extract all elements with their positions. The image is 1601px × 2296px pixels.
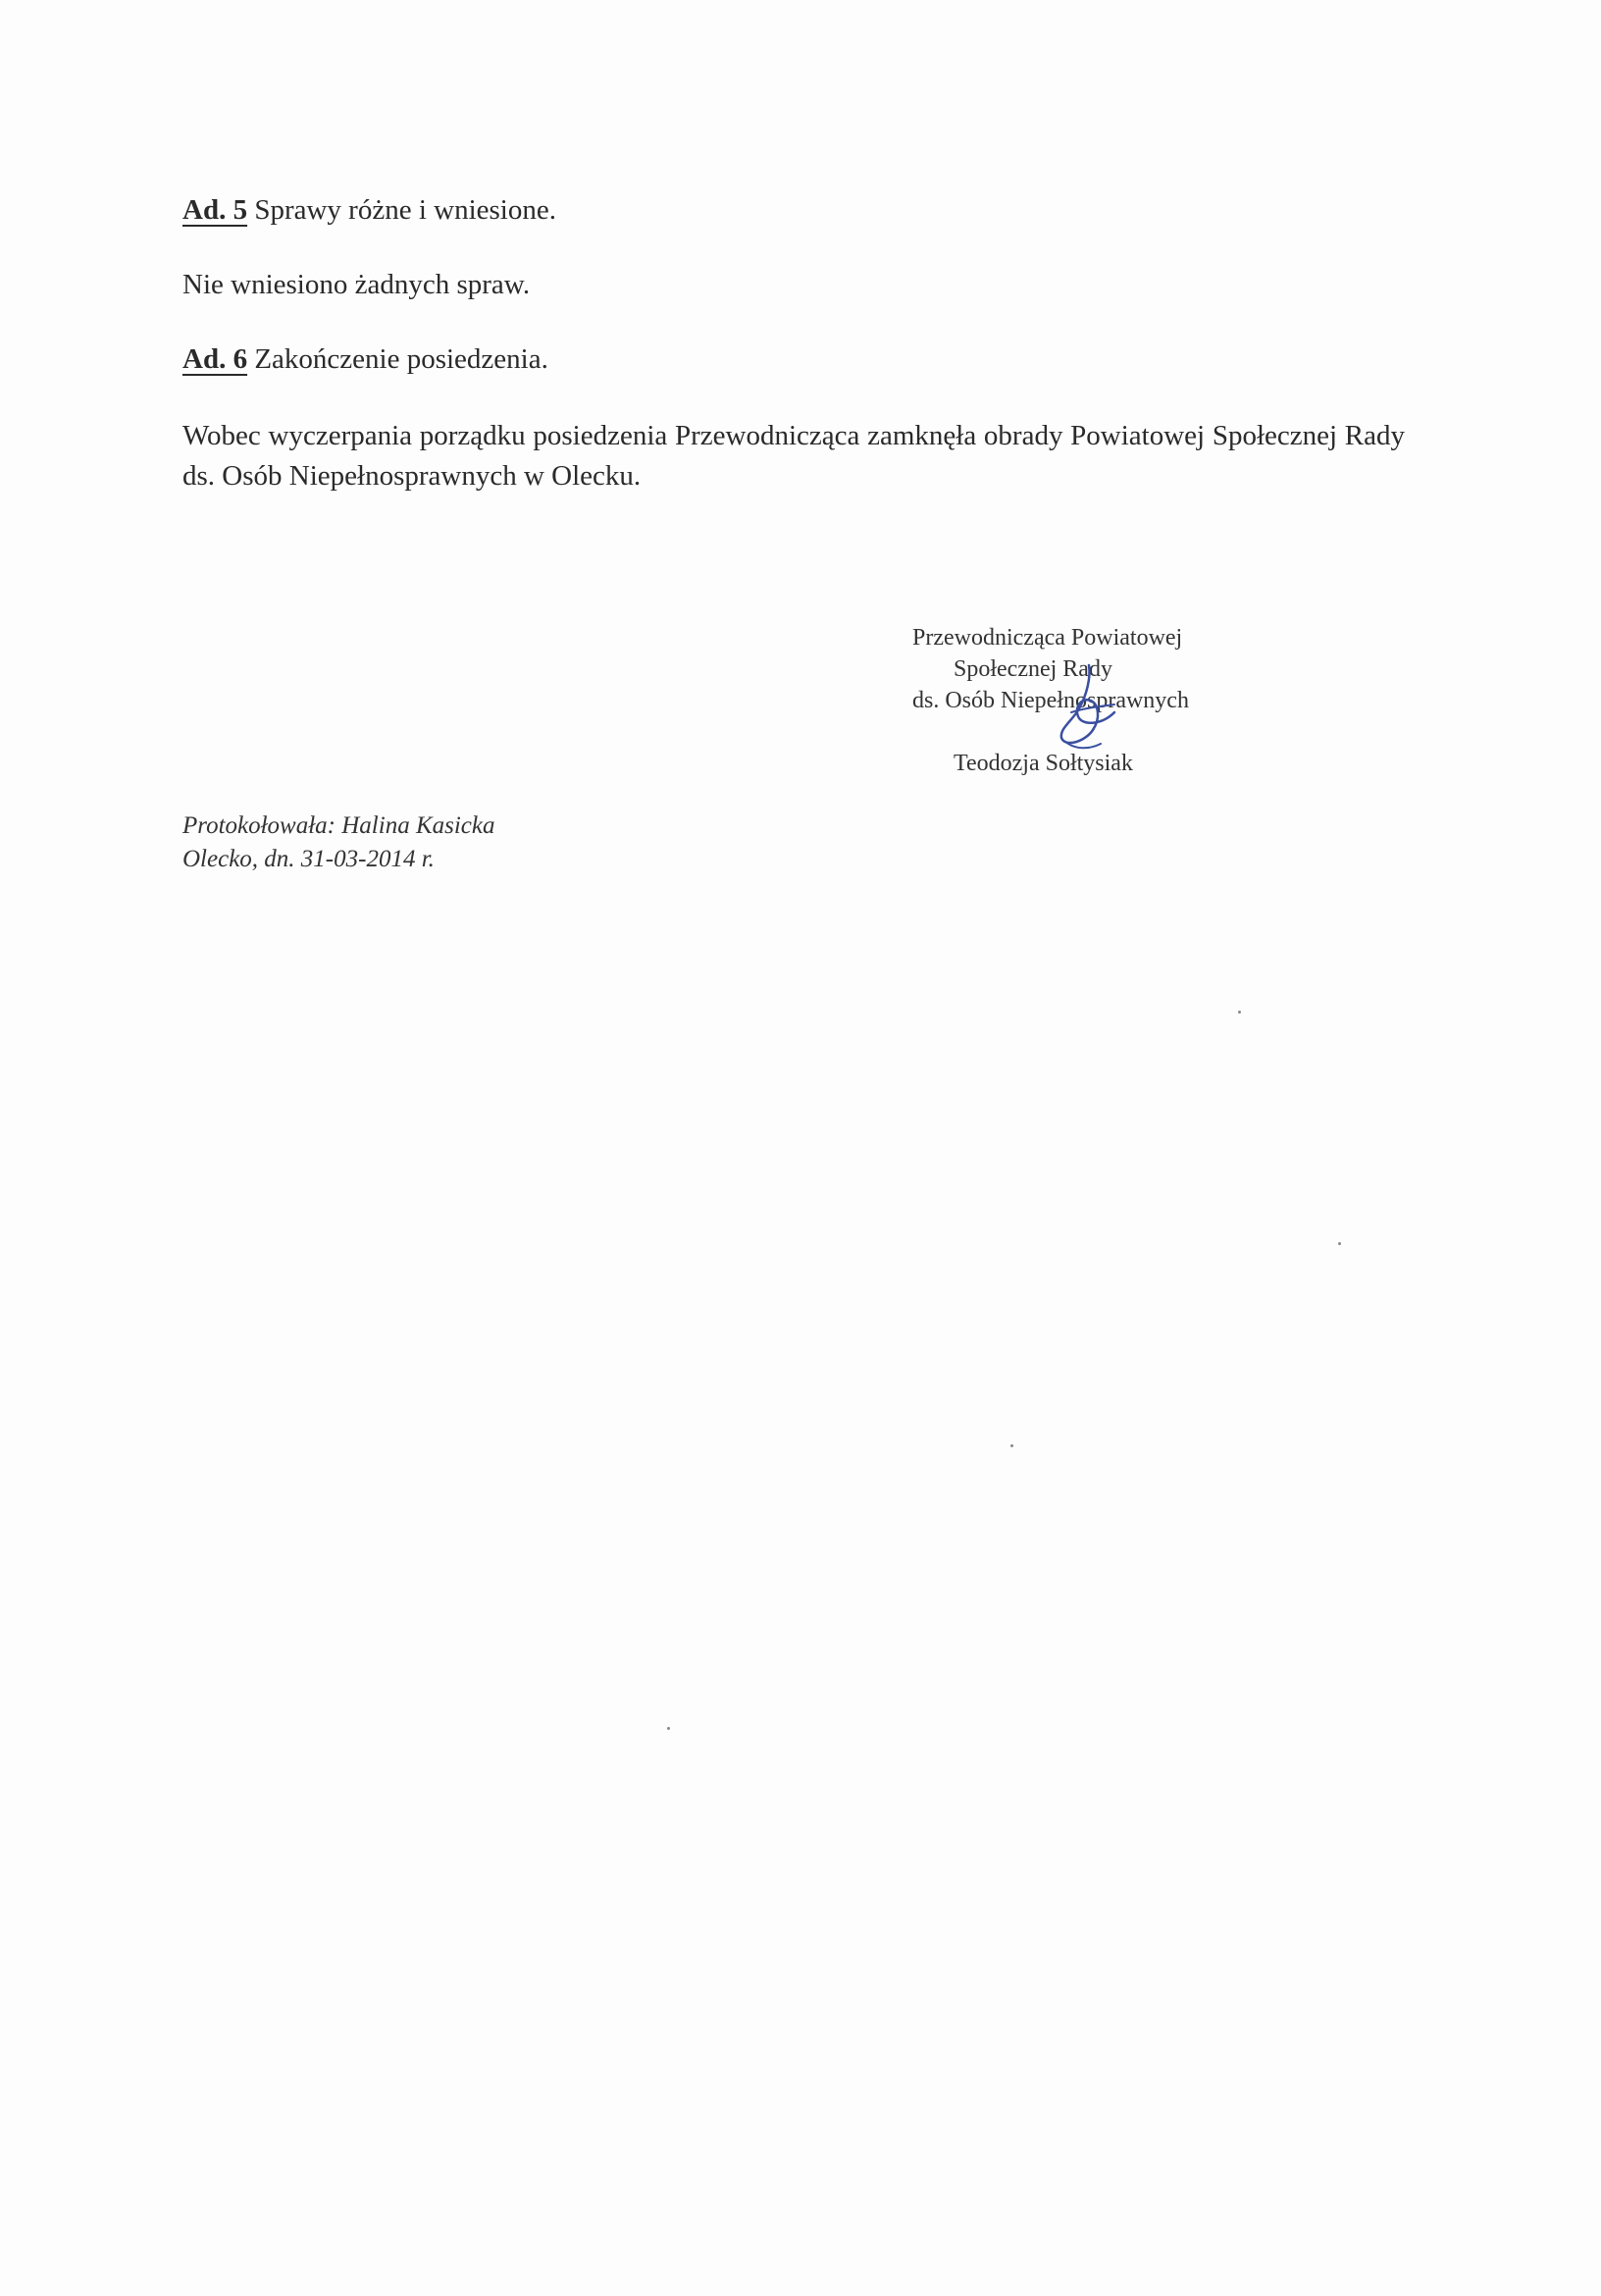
scan-speck	[667, 1727, 670, 1730]
signature-line-1: Przewodnicząca Powiatowej	[912, 625, 1183, 651]
agenda-item-6-title: Zakończenie posiedzenia.	[254, 343, 548, 375]
agenda-item-5-note: Nie wniesiono żadnych spraw.	[182, 269, 531, 300]
recorded-by: Protokołowała: Halina Kasicka	[182, 812, 495, 839]
agenda-item-5-title: Sprawy różne i wniesione.	[254, 194, 556, 226]
signature-line-3: ds. Osób Niepełnosprawnych	[912, 688, 1189, 713]
scan-speck	[1238, 1011, 1241, 1014]
scan-speck	[1338, 1242, 1341, 1245]
closing-paragraph: Wobec wyczerpania porządku posiedzenia Przewodnicząca zamknęła obrady Powiatowej Społecznej Rady ds. Osób Niepełnosprawnych w Olecku.	[182, 420, 1405, 492]
scan-speck	[1010, 1444, 1013, 1447]
signatory-name: Teodozja Sołtysiak	[954, 751, 1133, 776]
agenda-item-6-number: Ad. 6	[182, 343, 248, 375]
handwritten-signature	[1020, 648, 1148, 765]
agenda-item-6	[182, 341, 548, 377]
signature-line-2: Społecznej Rady	[954, 656, 1112, 682]
agenda-item-5	[182, 192, 556, 228]
place-and-date: Olecko, dn. 31-03-2014 r.	[182, 846, 435, 872]
agenda-item-5-number: Ad. 5	[182, 194, 248, 226]
